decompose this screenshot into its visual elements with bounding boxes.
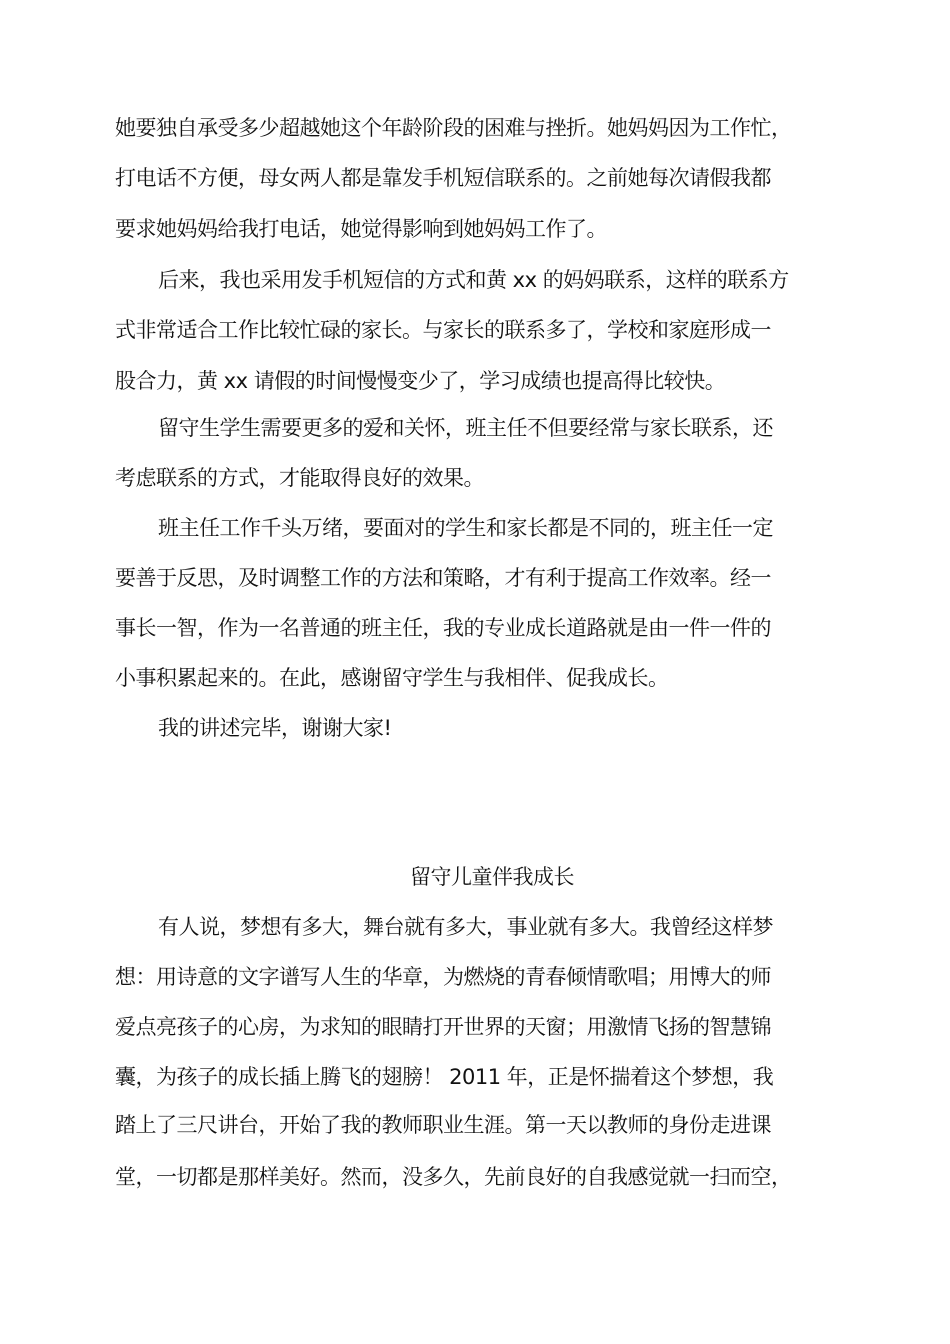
text-line: 式非常适合工作比较忙碌的家长。与家长的联系多了，学校和家庭形成一 xyxy=(115,318,771,342)
closing-line: 我的讲述完毕，谢谢大家! xyxy=(158,716,392,740)
text-line: 小事积累起来的。在此，感谢留守学生与我相伴、促我成长。 xyxy=(115,666,669,690)
paragraph-first-line: 班主任工作千头万绪，要面对的学生和家长都是不同的，班主任一定 xyxy=(158,516,773,540)
text-line: 要求她妈妈给我打电话，她觉得影响到她妈妈工作了。 xyxy=(115,217,607,241)
text-line: 她要独自承受多少超越她这个年龄阶段的困难与挫折。她妈妈因为工作忙， xyxy=(115,116,792,140)
text-line: 要善于反思，及时调整工作的方法和策略，才有利于提高工作效率。经一 xyxy=(115,566,771,590)
paragraph-first-line: 后来，我也采用发手机短信的方式和黄 xx 的妈妈联系，这样的联系方 xyxy=(158,268,789,292)
text-line: 事长一智，作为一名普通的班主任，我的专业成长道路就是由一件一件的 xyxy=(115,616,771,640)
text-line: 囊，为孩子的成长插上腾飞的翅膀！ 2011 年，正是怀揣着这个梦想，我 xyxy=(115,1065,774,1089)
text-line: 踏上了三尺讲台，开始了我的教师职业生涯。第一天以教师的身份走进课 xyxy=(115,1113,771,1137)
section-title: 留守儿童伴我成长 xyxy=(410,865,574,889)
text-line: 想：用诗意的文字谱写人生的华章，为燃烧的青春倾情歌唱；用博大的师 xyxy=(115,965,771,989)
paragraph-first-line: 有人说，梦想有多大，舞台就有多大，事业就有多大。我曾经这样梦 xyxy=(158,915,773,939)
text-line: 考虑联系的方式，才能取得良好的效果。 xyxy=(115,466,484,490)
text-line: 打电话不方便，母女两人都是靠发手机短信联系的。之前她每次请假我都 xyxy=(115,166,771,190)
text-line: 股合力，黄 xx 请假的时间慢慢变少了，学习成绩也提高得比较快。 xyxy=(115,369,726,393)
text-line: 堂，一切都是那样美好。然而，没多久，先前良好的自我感觉就一扫而空， xyxy=(115,1165,792,1189)
paragraph-first-line: 留守生学生需要更多的爱和关怀，班主任不但要经常与家长联系，还 xyxy=(158,416,773,440)
text-line: 爱点亮孩子的心房，为求知的眼睛打开世界的天窗；用激情飞扬的智慧锦 xyxy=(115,1015,771,1039)
